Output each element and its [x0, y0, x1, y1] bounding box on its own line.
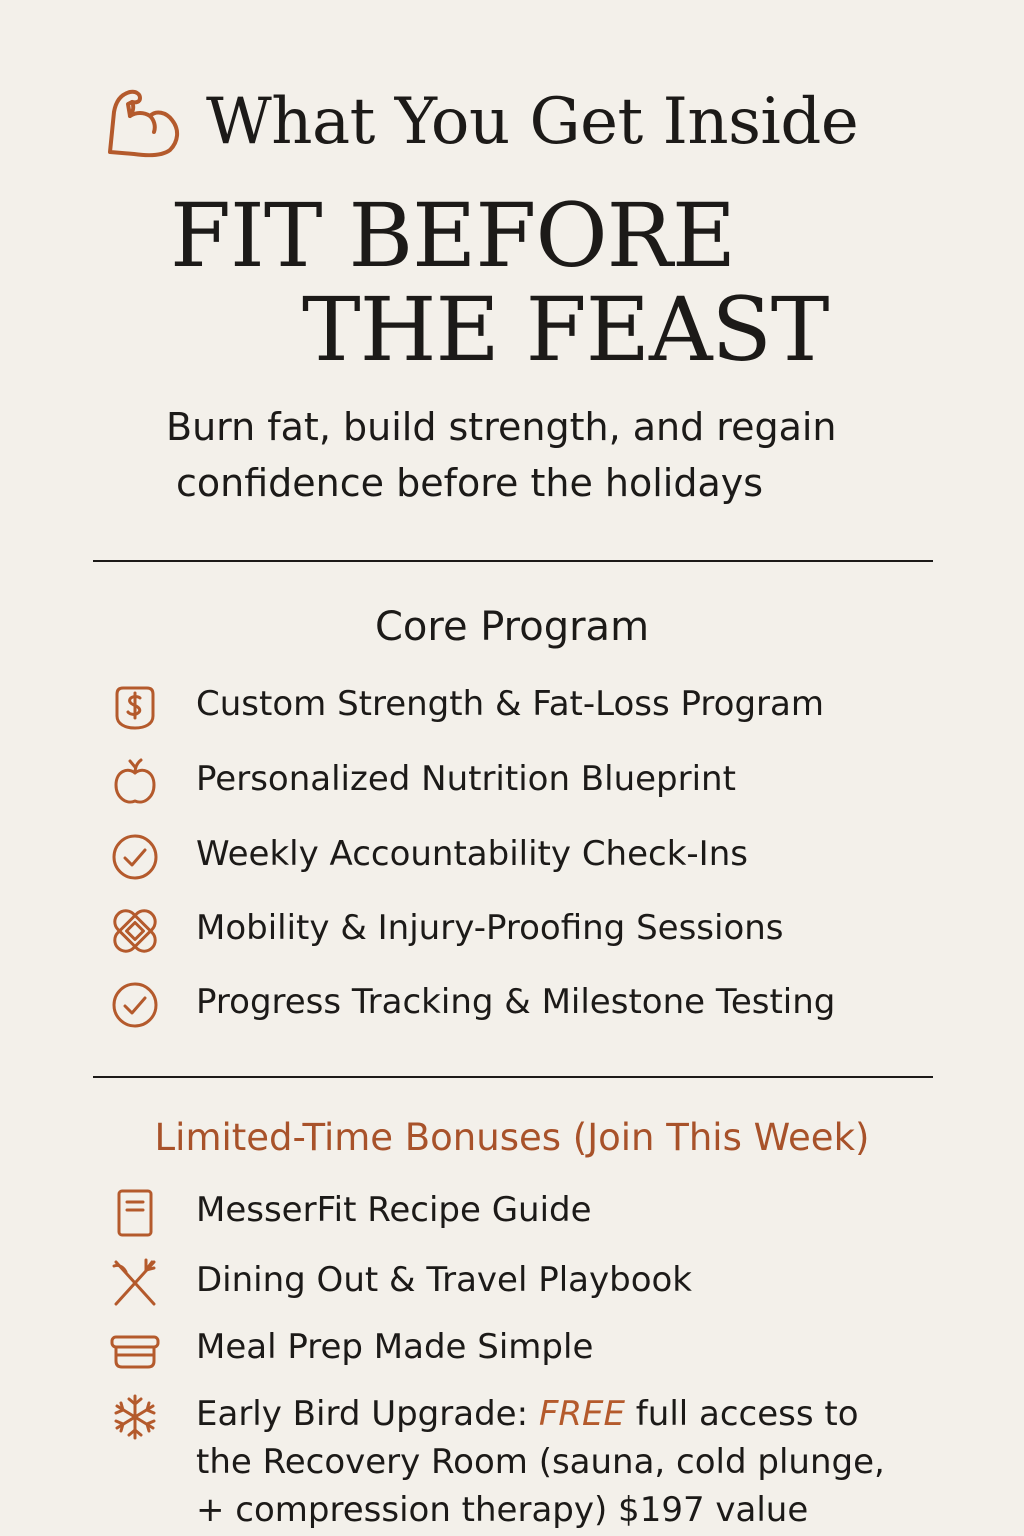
snowflake-icon — [108, 1390, 162, 1444]
flexed-bicep-icon — [104, 82, 184, 162]
list-item — [108, 830, 748, 884]
early-bird-line-2: the Recovery Room (sauna, cold plunge, — [196, 1442, 885, 1482]
list-item — [108, 1256, 692, 1310]
hero-title-line-1: FIT BEFORE — [170, 184, 736, 287]
list-item — [108, 1186, 592, 1240]
divider — [93, 560, 933, 562]
list-item — [108, 755, 736, 809]
hero-title-line-2: THE FEAST — [302, 278, 829, 381]
list-item-label: MesserFit Recipe Guide — [196, 1190, 592, 1230]
list-item-label: Mobility & Injury-Proofing Sessions — [196, 908, 784, 948]
core-program-heading: Core Program — [374, 604, 650, 650]
list-item — [108, 1323, 593, 1377]
bandage-icon — [108, 904, 162, 958]
check-circle-icon — [108, 830, 162, 884]
list-item-label: Meal Prep Made Simple — [196, 1327, 594, 1367]
list-item — [108, 904, 784, 958]
early-bird-suffix: full access to — [625, 1394, 859, 1434]
list-item — [108, 680, 824, 734]
bonuses-heading: Limited-Time Bonuses (Join This Week) — [154, 1116, 870, 1159]
list-item-label: Personalized Nutrition Blueprint — [196, 759, 736, 799]
divider — [93, 1076, 933, 1078]
dollar-badge-icon — [108, 680, 162, 734]
list-item-label: Weekly Accountability Check-Ins — [196, 834, 748, 874]
early-bird-line-3: + compression therapy) $197 value — [196, 1490, 809, 1530]
list-item-label: Dining Out & Travel Playbook — [196, 1260, 692, 1300]
list-item-label: Progress Tracking & Milestone Testing — [196, 982, 836, 1022]
early-bird-line-1 — [196, 1390, 885, 1438]
free-highlight: FREE — [538, 1394, 625, 1434]
apple-icon — [108, 755, 162, 809]
early-bird-item — [108, 1390, 885, 1534]
check-circle-icon — [108, 978, 162, 1032]
fork-knife-icon — [108, 1256, 162, 1310]
early-bird-text — [196, 1390, 885, 1534]
header-title: What You Get Inside — [206, 85, 859, 159]
list-item — [108, 978, 835, 1032]
list-item-label: Custom Strength & Fat-Loss Program — [196, 684, 824, 724]
meal-container-icon — [108, 1323, 162, 1377]
hero-subtitle-line-2: confidence before the holidays — [176, 461, 764, 505]
hero-subtitle-line-1: Burn fat, build strength, and regain — [166, 405, 837, 449]
header — [104, 82, 858, 162]
document-icon — [108, 1186, 162, 1240]
early-bird-prefix: Early Bird Upgrade: — [196, 1394, 539, 1434]
